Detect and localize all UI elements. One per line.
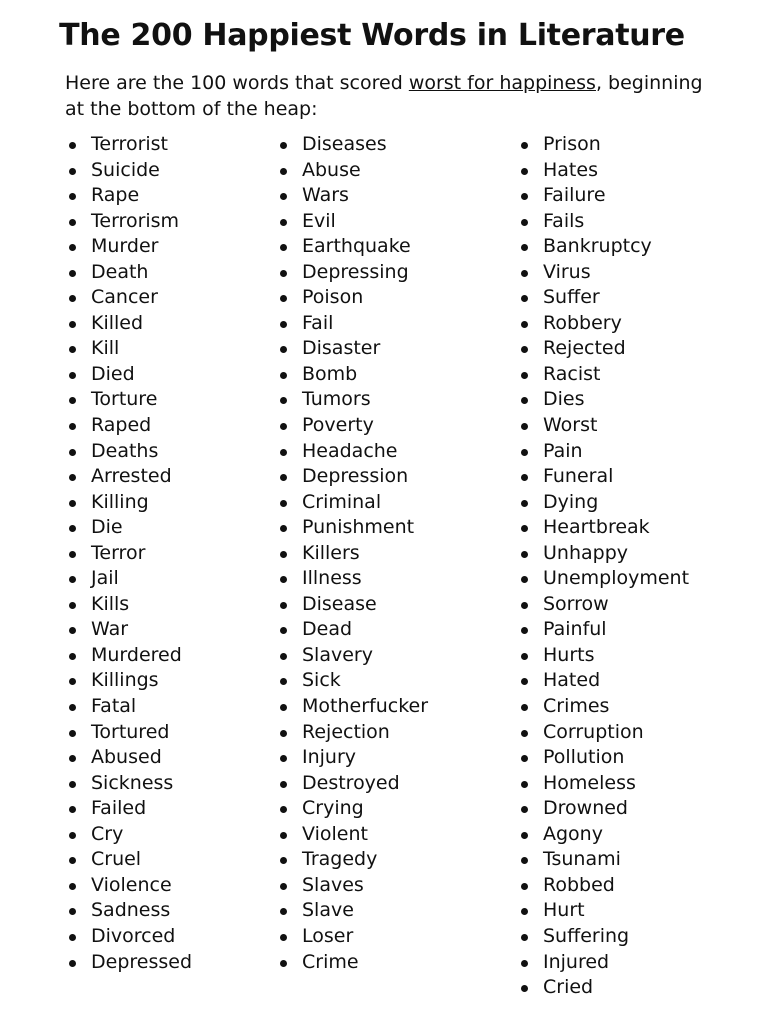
list-item: Diseases	[276, 132, 428, 158]
list-item: Fail	[276, 311, 428, 337]
list-item: Prison	[517, 132, 689, 158]
list-item: Destroyed	[276, 771, 428, 797]
list-item: Headache	[276, 439, 428, 465]
list-item: Rejected	[517, 336, 689, 362]
list-item: Murdered	[65, 643, 192, 669]
list-item: Sadness	[65, 898, 192, 924]
list-item: Earthquake	[276, 234, 428, 260]
list-item: Killings	[65, 668, 192, 694]
list-item: Motherfucker	[276, 694, 428, 720]
list-item: Heartbreak	[517, 515, 689, 541]
list-item: Virus	[517, 260, 689, 286]
list-item: Hates	[517, 158, 689, 184]
list-item: Sickness	[65, 771, 192, 797]
list-item: Killers	[276, 541, 428, 567]
list-item: Rape	[65, 183, 192, 209]
page-title: The 200 Happiest Words in Literature	[59, 18, 685, 53]
list-item: Terror	[65, 541, 192, 567]
list-item: Poison	[276, 285, 428, 311]
list-item: Kills	[65, 592, 192, 618]
list-item: Depression	[276, 464, 428, 490]
list-item: Robbery	[517, 311, 689, 337]
intro-text-start: Here are the 100 words that scored	[65, 72, 409, 94]
list-item: Raped	[65, 413, 192, 439]
list-item: Rejection	[276, 720, 428, 746]
list-item: Corruption	[517, 720, 689, 746]
list-item: Bomb	[276, 362, 428, 388]
list-item: Fails	[517, 209, 689, 235]
list-item: Kill	[65, 336, 192, 362]
list-item: Cry	[65, 822, 192, 848]
list-item: Robbed	[517, 873, 689, 899]
list-item: Failure	[517, 183, 689, 209]
list-item: Arrested	[65, 464, 192, 490]
list-item: Homeless	[517, 771, 689, 797]
list-item: Suffering	[517, 924, 689, 950]
list-item: Racist	[517, 362, 689, 388]
list-item: Poverty	[276, 413, 428, 439]
list-item: Suffer	[517, 285, 689, 311]
list-item: Depressed	[65, 950, 192, 976]
list-item: Hated	[517, 668, 689, 694]
list-item: Dying	[517, 490, 689, 516]
list-item: Crying	[276, 796, 428, 822]
list-item: Torture	[65, 387, 192, 413]
list-item: Crime	[276, 950, 428, 976]
list-item: Dies	[517, 387, 689, 413]
list-item: Violent	[276, 822, 428, 848]
list-item: Abuse	[276, 158, 428, 184]
list-item: Evil	[276, 209, 428, 235]
list-item: Injury	[276, 745, 428, 771]
list-item: Slave	[276, 898, 428, 924]
list-item: Crimes	[517, 694, 689, 720]
list-item: Failed	[65, 796, 192, 822]
list-item: Unemployment	[517, 566, 689, 592]
list-item: Deaths	[65, 439, 192, 465]
list-item: Abused	[65, 745, 192, 771]
list-item: Disaster	[276, 336, 428, 362]
list-item: Tumors	[276, 387, 428, 413]
list-item: Tsunami	[517, 847, 689, 873]
list-item: Injured	[517, 950, 689, 976]
list-item: Criminal	[276, 490, 428, 516]
word-list-column-1	[65, 132, 192, 975]
list-item: Fatal	[65, 694, 192, 720]
list-item: Pollution	[517, 745, 689, 771]
list-item: Disease	[276, 592, 428, 618]
list-item: Unhappy	[517, 541, 689, 567]
list-item: Cancer	[65, 285, 192, 311]
list-item: Funeral	[517, 464, 689, 490]
list-item: Suicide	[65, 158, 192, 184]
list-item: Sorrow	[517, 592, 689, 618]
list-item: Wars	[276, 183, 428, 209]
list-item: War	[65, 617, 192, 643]
list-item: Illness	[276, 566, 428, 592]
list-item: Painful	[517, 617, 689, 643]
list-item: Punishment	[276, 515, 428, 541]
list-item: Dead	[276, 617, 428, 643]
list-item: Hurts	[517, 643, 689, 669]
word-list-column-2	[276, 132, 428, 975]
list-item: Slaves	[276, 873, 428, 899]
list-item: Murder	[65, 234, 192, 260]
list-item: Tragedy	[276, 847, 428, 873]
list-item: Depressing	[276, 260, 428, 286]
intro-text-end: , beginning at the bottom of the heap:	[65, 72, 703, 120]
list-item: Cried	[517, 975, 689, 1001]
list-item: Violence	[65, 873, 192, 899]
list-item: Divorced	[65, 924, 192, 950]
intro-underlined-phrase: worst for happiness	[408, 72, 596, 94]
list-item: Slavery	[276, 643, 428, 669]
list-item: Hurt	[517, 898, 689, 924]
intro-paragraph	[65, 70, 725, 122]
list-item: Cruel	[65, 847, 192, 873]
list-item: Died	[65, 362, 192, 388]
list-item: Loser	[276, 924, 428, 950]
list-item: Killing	[65, 490, 192, 516]
list-item: Die	[65, 515, 192, 541]
list-item: Pain	[517, 439, 689, 465]
list-item: Drowned	[517, 796, 689, 822]
list-item: Killed	[65, 311, 192, 337]
list-item: Bankruptcy	[517, 234, 689, 260]
list-item: Jail	[65, 566, 192, 592]
list-item: Terrorism	[65, 209, 192, 235]
word-list-column-3	[517, 132, 689, 1001]
list-item: Terrorist	[65, 132, 192, 158]
list-item: Sick	[276, 668, 428, 694]
list-item: Worst	[517, 413, 689, 439]
list-item: Tortured	[65, 720, 192, 746]
list-item: Death	[65, 260, 192, 286]
list-item: Agony	[517, 822, 689, 848]
